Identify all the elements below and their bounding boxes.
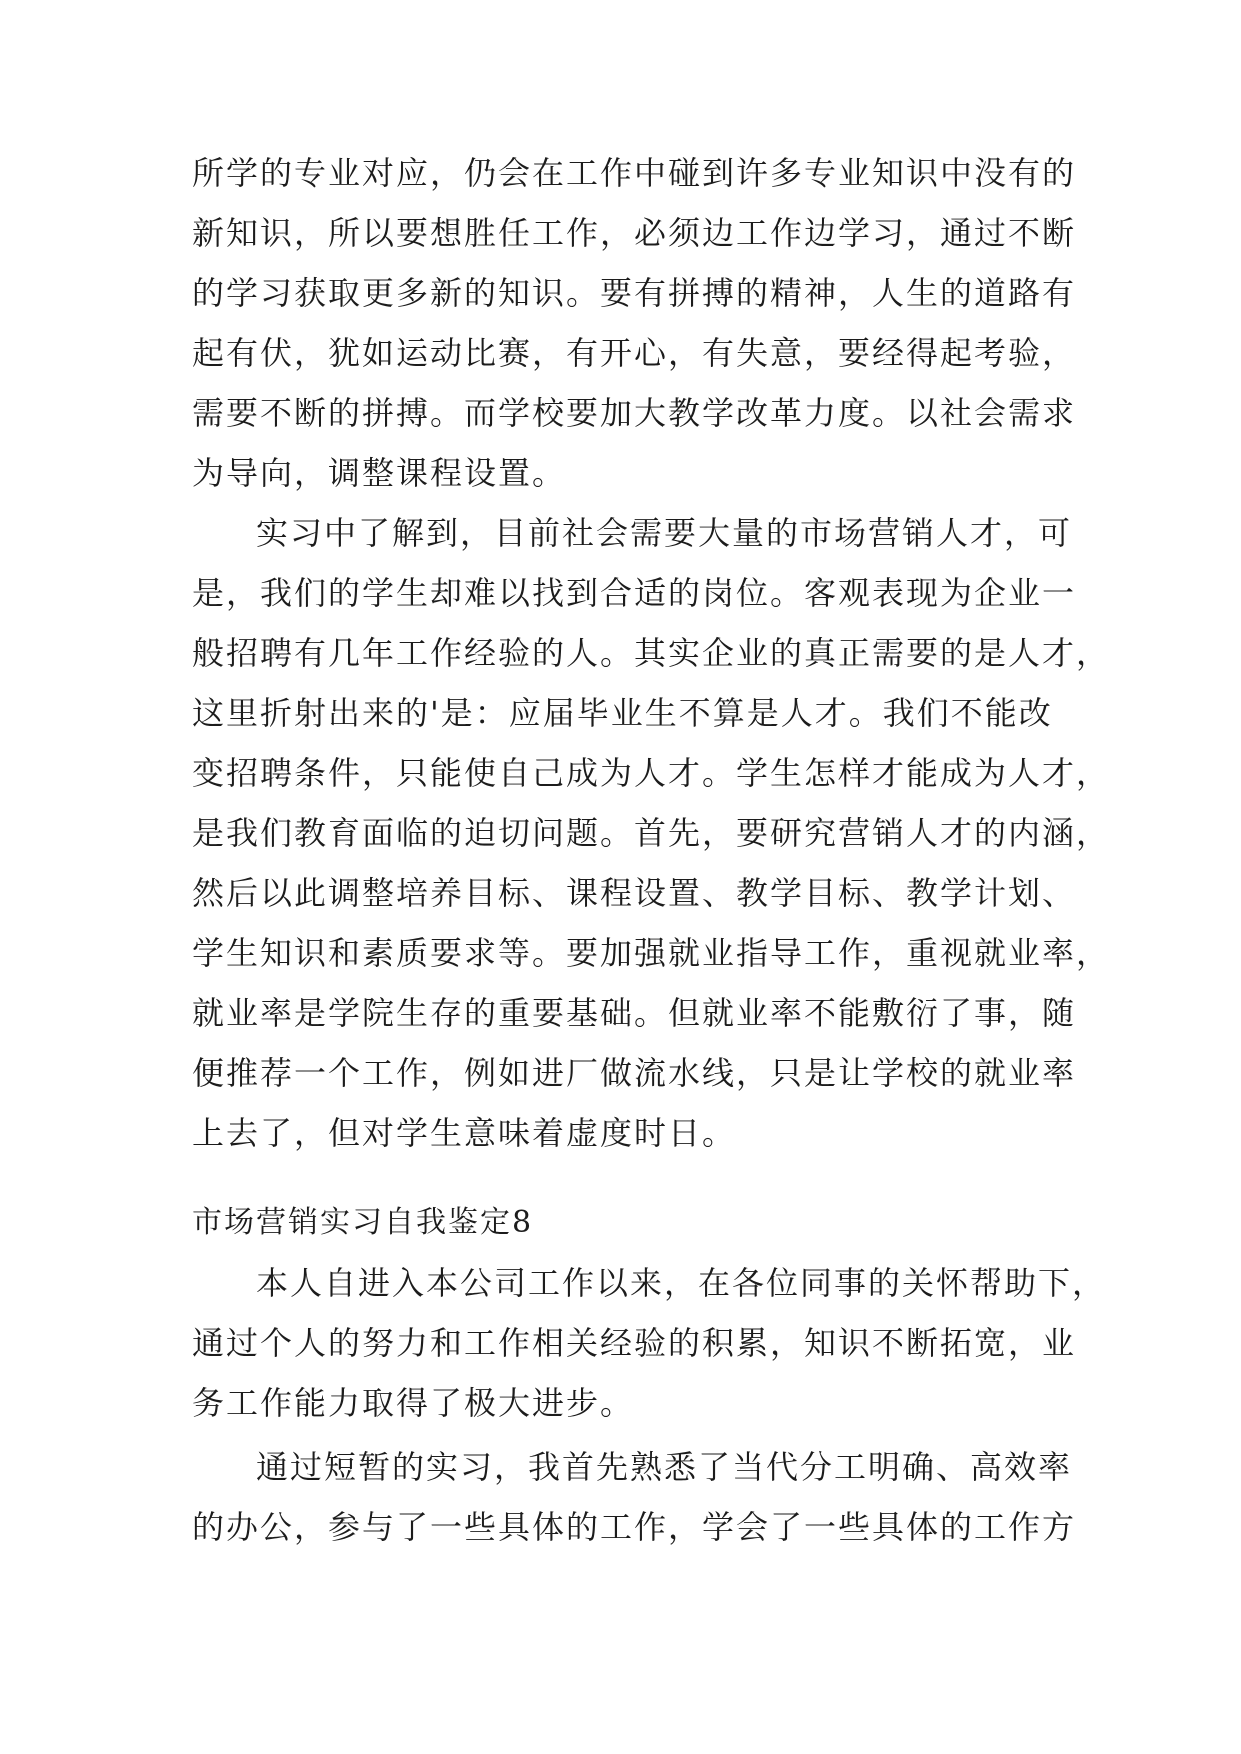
text-line: 便推荐一个工作，例如进厂做流水线，只是让学校的就业率 bbox=[192, 1054, 1077, 1092]
text-line: 变招聘条件，只能使自己成为人才。学生怎样才能成为人才， bbox=[192, 754, 1111, 792]
text-line: 的学习获取更多新的知识。要有拼搏的精神，人生的道路有 bbox=[192, 274, 1077, 312]
text-line: 起有伏，犹如运动比赛，有开心，有失意，要经得起考验， bbox=[192, 334, 1077, 372]
text-line: 是我们教育面临的迫切问题。首先，要研究营销人才的内涵， bbox=[192, 814, 1111, 852]
text-line: 然后以此调整培养目标、课程设置、教学目标、教学计划、 bbox=[192, 874, 1077, 912]
text-line: 需要不断的拼搏。而学校要加大教学改革力度。以社会需求 bbox=[192, 394, 1077, 432]
text-line: 学生知识和素质要求等。要加强就业指导工作，重视就业率， bbox=[192, 934, 1111, 972]
text-line: 实习中了解到，目前社会需要大量的市场营销人才，可 bbox=[256, 514, 1073, 552]
text-line: 这里折射出来的'是：应届毕业生不算是人才。我们不能改 bbox=[192, 694, 1053, 732]
text-line: 般招聘有几年工作经验的人。其实企业的真正需要的是人才， bbox=[192, 634, 1111, 672]
text-line: 新知识，所以要想胜任工作，必须边工作边学习，通过不断 bbox=[192, 214, 1077, 252]
text-line: 所学的专业对应，仍会在工作中碰到许多专业知识中没有的 bbox=[192, 154, 1077, 192]
text-line: 通过短暂的实习，我首先熟悉了当代分工明确、高效率 bbox=[256, 1448, 1073, 1486]
text-line: 是，我们的学生却难以找到合适的岗位。客观表现为企业一 bbox=[192, 574, 1077, 612]
section-heading: 市场营销实习自我鉴定8 bbox=[192, 1205, 534, 1240]
text-line: 为导向，调整课程设置。 bbox=[192, 454, 567, 492]
text-line: 务工作能力取得了极大进步。 bbox=[192, 1384, 635, 1422]
text-line: 就业率是学院生存的重要基础。但就业率不能敷衍了事，随 bbox=[192, 994, 1077, 1032]
text-line: 本人自进入本公司工作以来，在各位同事的关怀帮助下， bbox=[256, 1264, 1107, 1302]
text-line: 上去了，但对学生意味着虚度时日。 bbox=[192, 1114, 737, 1152]
text-line: 的办公，参与了一些具体的工作，学会了一些具体的工作方 bbox=[192, 1508, 1077, 1546]
text-line: 通过个人的努力和工作相关经验的积累，知识不断拓宽，业 bbox=[192, 1324, 1077, 1362]
